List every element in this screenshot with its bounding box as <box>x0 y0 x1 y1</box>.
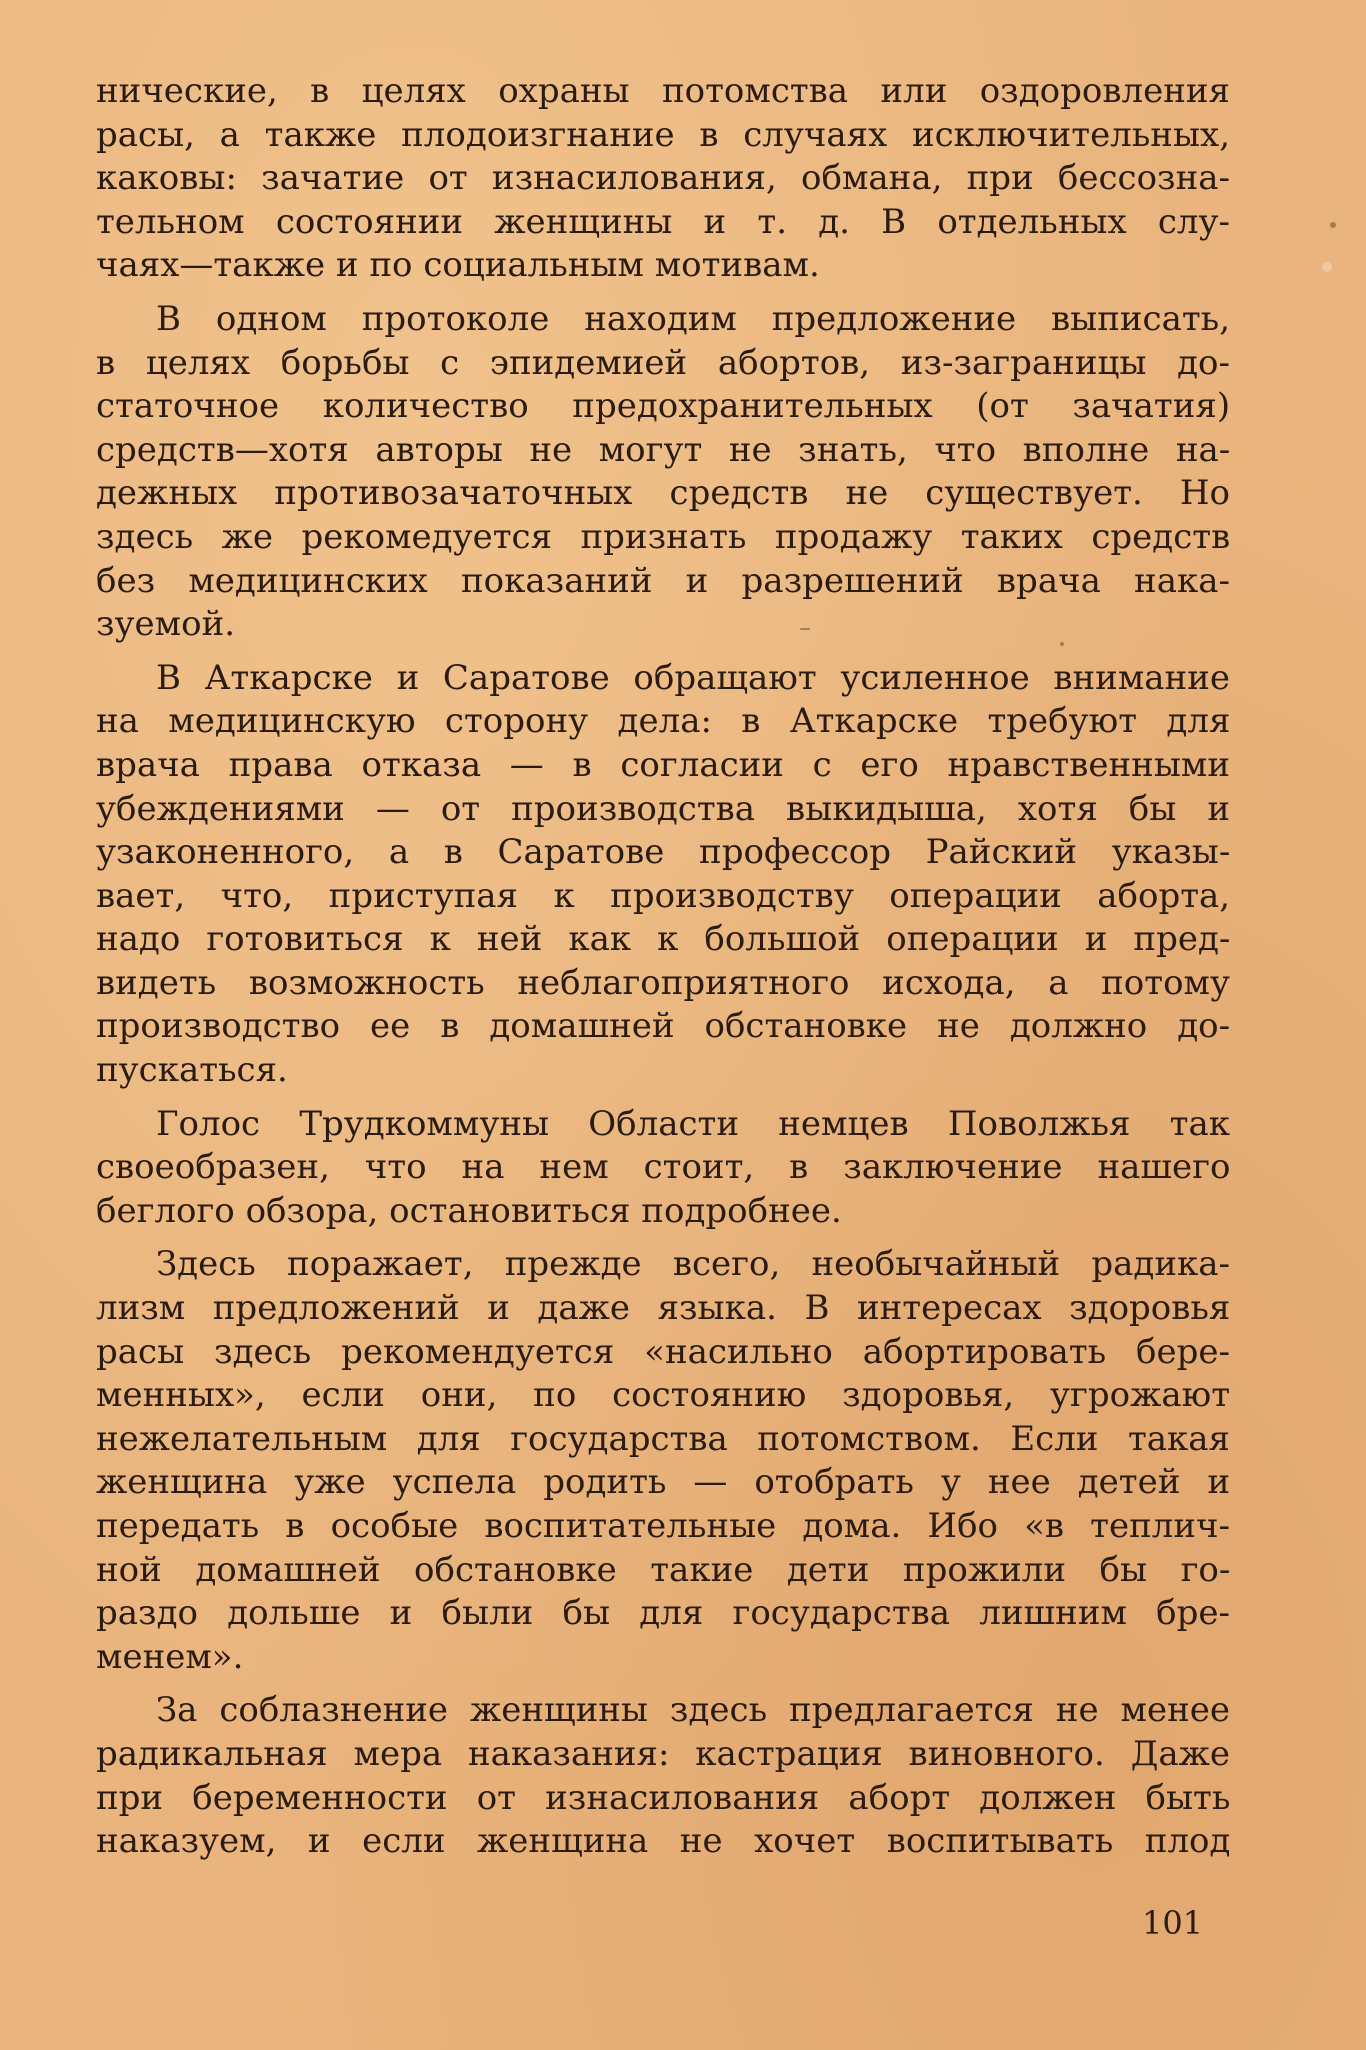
paper-speck <box>1060 642 1064 646</box>
text-line: наказуем, и если женщина не хочет воспитывать плод <box>96 1821 1231 1862</box>
page-number: 101 <box>1142 1904 1204 1942</box>
text-line: лизм предложений и даже языка. В интересах здоровья <box>96 1288 1231 1329</box>
text-line: убеждениями — от производства выкидыша, хотя бы и <box>96 788 1230 829</box>
text-line: средств—хотя авторы не могут не знать, что вполне на- <box>96 429 1231 470</box>
paragraph <box>96 657 1230 1093</box>
text-line: За соблазнение женщины здесь предлагается не менее <box>156 1690 1230 1731</box>
text-line: каковы: зачатие от изнасилования, обмана, при бессозна- <box>96 158 1230 199</box>
page-text-column <box>96 70 1230 1874</box>
text-line: нежелательным для государства потомством. Если такая <box>96 1418 1230 1459</box>
text-line: раздо дольше и были бы для государства лишним бре- <box>96 1593 1230 1634</box>
text-line: менем». <box>96 1636 244 1677</box>
text-line: производство ее в домашней обстановке не должно до- <box>96 1006 1231 1047</box>
paragraph <box>96 1243 1230 1679</box>
text-line: расы, а также плодоизгнание в случаях исключительных, <box>96 114 1230 155</box>
paragraph <box>96 70 1230 288</box>
text-line: передать в особые воспитательные дома. Ибо «в теплич- <box>96 1506 1230 1546</box>
text-line: тельном состоянии женщины и т. д. В отдельных слу- <box>96 201 1230 242</box>
text-line: ной домашней обстановке такие дети прожили бы го- <box>96 1549 1231 1590</box>
text-line: вает, что, приступая к производству операции аборта, <box>96 875 1231 916</box>
text-line: чаях—также и по социальным мотивам. <box>96 245 820 286</box>
paragraph <box>96 1689 1230 1863</box>
text-line: своеобразен, что на нем стоит, в заключение нашего <box>96 1147 1231 1188</box>
text-line: дежных противозачаточных средств не существует. Но <box>96 473 1230 514</box>
text-line: женщина уже успела родить — отобрать у нее детей и <box>96 1462 1230 1503</box>
text-line: беглого обзора, остановиться подробнее. <box>96 1190 842 1231</box>
text-line: надо готовиться к ней как к большой операции и пред- <box>96 919 1231 960</box>
text-line: зуемой. <box>96 604 236 645</box>
text-line: без медицинских показаний и разрешений врача нака- <box>96 560 1230 601</box>
paragraph <box>96 1103 1230 1234</box>
text-line: видеть возможность неблагоприятного исхода, а потому <box>96 962 1230 1003</box>
text-line: статочное количество предохранительных (от зачатия) <box>96 386 1231 427</box>
text-line: врача права отказа — в согласии с его нравственными <box>96 744 1230 785</box>
paper-speck <box>1322 262 1332 272</box>
text-line: при беременности от изнасилования аборт должен быть <box>96 1777 1231 1818</box>
text-line: В Аткарске и Саратове обращают усиленное внимание <box>156 657 1230 698</box>
text-line: В одном протоколе находим предложение выписать, <box>156 298 1230 339</box>
paper-speck <box>800 628 810 630</box>
text-line: Голос Трудкоммуны Области немцев Поволжья так <box>156 1103 1230 1144</box>
paragraph <box>96 298 1230 647</box>
text-line: узаконенного, а в Саратове профессор Райский указы- <box>96 832 1231 873</box>
paper-speck <box>1330 222 1336 228</box>
text-line: радикальная мера наказания: кастрация виновного. Даже <box>96 1733 1230 1774</box>
text-line: в целях борьбы с эпидемией абортов, из-заграницы до- <box>96 342 1230 383</box>
text-line: расы здесь рекомендуется «насильно абортировать бере- <box>96 1331 1230 1372</box>
text-line: менных», если они, по состоянию здоровья, угрожают <box>96 1375 1231 1416</box>
text-line: пускаться. <box>96 1050 288 1091</box>
text-line: на медицинскую сторону дела: в Аткарске требуют для <box>96 701 1231 742</box>
text-line: Здесь поражает, прежде всего, необычайный радика- <box>156 1244 1230 1285</box>
text-line: здесь же рекомедуется признать продажу таких средств <box>96 516 1231 557</box>
text-line: нические, в целях охраны потомства или оздоровления <box>96 71 1230 111</box>
